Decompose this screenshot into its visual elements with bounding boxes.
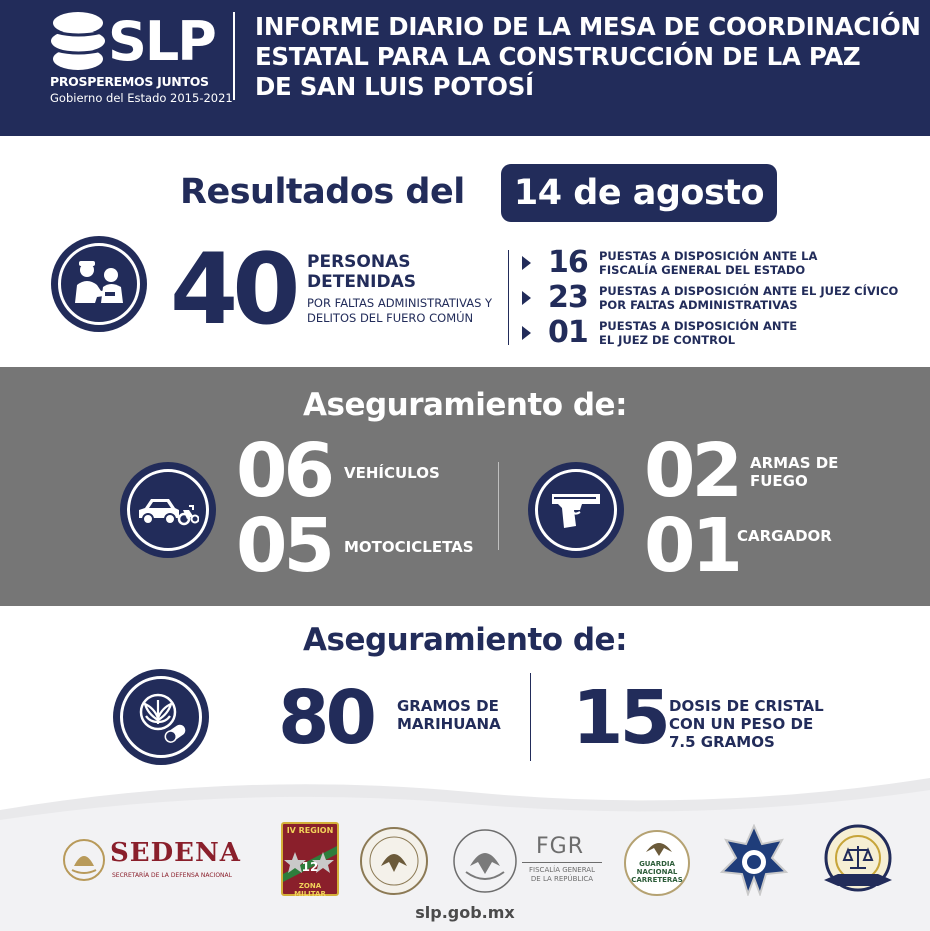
website-url: slp.gob.mx	[415, 903, 515, 922]
guardia-carreteras-text	[626, 860, 688, 884]
seizures-section	[0, 367, 930, 606]
disposition-count: 01	[548, 315, 588, 350]
detained-count: 40	[170, 233, 295, 347]
seizures-divider	[498, 462, 499, 550]
marijuana-label	[397, 697, 501, 733]
fgr-name: FGR	[536, 834, 584, 859]
fgr-subtitle-line: FISCALÍA GENERAL	[529, 866, 595, 874]
results-label: Resultados del	[180, 172, 465, 212]
vehicles-count: 06	[236, 428, 331, 514]
fgr-subtitle-line: DE LA REPÚBLICA	[530, 875, 594, 883]
motorcycles-label: MOTOCICLETAS	[344, 538, 474, 556]
crystal-count: 15	[572, 675, 667, 761]
sedena-name: SEDENA	[110, 838, 241, 868]
disposition-text-line: POR FALTAS ADMINISTRATIVAS	[599, 298, 798, 312]
police-star-badge-icon	[718, 824, 790, 896]
disposition-text-line: PUESTAS A DISPOSICIÓN ANTE EL JUEZ CÍVICO	[599, 284, 899, 298]
pistol-glyph-icon	[550, 490, 602, 530]
fiscalia-estado-seal-icon	[820, 824, 896, 898]
guns-label-line: FUEGO	[750, 472, 808, 490]
crystal-label	[669, 697, 824, 751]
fgr-logo	[522, 834, 602, 890]
military-zone-badge	[281, 822, 339, 896]
guardia-carreteras-logo	[624, 830, 690, 896]
results-divider	[508, 250, 509, 345]
sedena-logo	[62, 836, 258, 884]
play-arrow-icon	[522, 291, 531, 305]
fgr-rule	[522, 862, 602, 863]
detainee-icon	[51, 236, 147, 332]
detained-subtitle-line: DELITOS DEL FUERO COMÚN	[307, 311, 474, 325]
detained-title-line: DETENIDAS	[307, 272, 416, 292]
header-divider	[233, 12, 235, 100]
cannabis-pill-glyph-icon	[134, 690, 188, 744]
guns-label-line: ARMAS DE	[750, 454, 839, 472]
mexico-shield-icon	[62, 838, 106, 882]
disposition-text-line: EL JUEZ DE CONTROL	[599, 333, 736, 347]
play-arrow-icon	[522, 326, 531, 340]
drugs-divider	[530, 673, 531, 761]
marijuana-label-line: GRAMOS DE	[397, 697, 499, 715]
car-motorcycle-glyph-icon	[137, 492, 199, 528]
drugs-icon	[113, 669, 209, 765]
pistol-icon	[528, 462, 624, 558]
disposition-text	[599, 319, 797, 347]
magazine-count: 01	[644, 503, 739, 589]
crystal-label-line: DOSIS DE CRISTAL	[669, 697, 824, 715]
report-title-line: ESTATAL PARA LA CONSTRUCCIÓN DE LA PAZ	[255, 42, 861, 71]
drugs-title: Aseguramiento de:	[303, 622, 627, 658]
crystal-label-line: 7.5 GRAMOS	[669, 733, 775, 751]
disposition-text-line: PUESTAS A DISPOSICIÓN ANTE LA	[599, 249, 818, 263]
guns-label	[750, 454, 838, 490]
disposition-text-line: FISCALÍA GENERAL DEL ESTADO	[599, 263, 806, 277]
slp-logo-text: SLP	[108, 10, 215, 73]
play-arrow-icon	[522, 256, 531, 270]
date-badge: 14 de agosto	[501, 164, 777, 222]
motorcycles-count: 05	[236, 503, 331, 589]
vehicles-icon	[120, 462, 216, 558]
slp-logo-mark-icon	[50, 10, 106, 72]
guardia-nacional-seal-icon	[359, 826, 429, 896]
disposition-text	[599, 284, 898, 312]
detained-title-line: PERSONAS	[307, 252, 411, 272]
fgr-subtitle	[522, 866, 602, 884]
disposition-text-line: PUESTAS A DISPOSICIÓN ANTE	[599, 319, 798, 333]
disposition-count: 23	[548, 280, 588, 315]
disposition-text	[599, 249, 817, 277]
marijuana-count: 80	[278, 675, 373, 761]
guns-count: 02	[644, 428, 739, 514]
mexican-coat-of-arms-icon	[452, 828, 518, 894]
report-title-line: DE SAN LUIS POTOSÍ	[255, 72, 534, 101]
magazine-label: CARGADOR	[737, 527, 832, 545]
region-subtitle: ZONA MILITAR	[294, 882, 326, 898]
report-title-line: INFORME DIARIO DE LA MESA DE COORDINACIÓN	[255, 12, 921, 41]
guardia-carreteras-text-line: CARRETERAS	[631, 876, 683, 884]
partner-logos	[0, 820, 930, 900]
disposition-count: 16	[548, 245, 588, 280]
detainee-glyph-icon	[71, 259, 127, 309]
detained-subtitle	[307, 296, 492, 326]
region-number: 12	[301, 860, 319, 874]
guardia-carreteras-text-line: GUARDIA	[639, 860, 675, 868]
vehicles-label: VEHÍCULOS	[344, 464, 440, 482]
report-title	[255, 12, 925, 102]
detained-title	[307, 252, 416, 292]
slp-logo	[50, 8, 233, 108]
sedena-subtitle: SECRETARÍA DE LA DEFENSA NACIONAL	[112, 872, 232, 879]
guardia-carreteras-text-line: NACIONAL	[636, 868, 678, 876]
header-banner	[0, 0, 930, 136]
eagle-emblem-icon	[644, 838, 674, 858]
detained-subtitle-line: POR FALTAS ADMINISTRATIVAS Y	[307, 296, 493, 310]
crystal-label-line: CON UN PESO DE	[669, 715, 814, 733]
region-label: IV REGION	[286, 826, 334, 835]
seizures-title: Aseguramiento de:	[303, 387, 627, 423]
logo-tagline: PROSPEREMOS JUNTOS	[50, 74, 209, 89]
marijuana-label-line: MARIHUANA	[397, 715, 501, 733]
logo-subtitle: Gobierno del Estado 2015-2021	[50, 91, 233, 105]
